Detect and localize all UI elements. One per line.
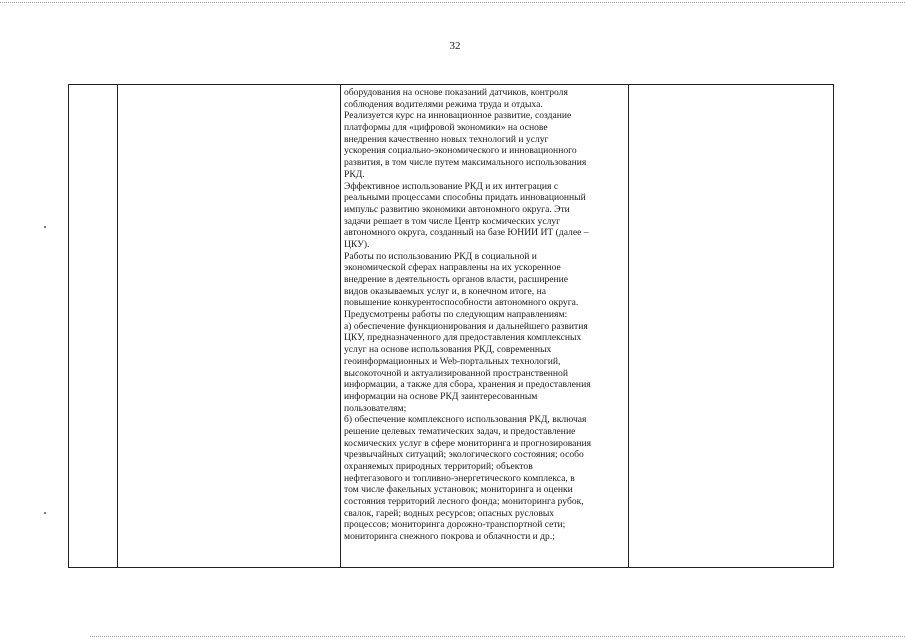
- text-line: высокоточной и актуализированной пространственной: [344, 367, 568, 379]
- text-line: внедрение в деятельность органов власти, расширение: [344, 274, 569, 285]
- text-line: видов оказываемых услуг и, в конечном итоге, на: [344, 285, 546, 297]
- text-line: автономного округа, созданный на базе ЮНИИ ИТ (далее –: [344, 227, 589, 239]
- table-cell-1: [69, 85, 118, 568]
- table-cell-2: [118, 85, 341, 568]
- text-line: нефтегазового и топливно-энергетического комплекса, в: [344, 472, 575, 484]
- table-row: [69, 85, 834, 568]
- text-line: оборудования на основе показаний датчиков, контроля: [344, 87, 568, 98]
- text-line: соблюдения водителями режима труда и отдыха.: [344, 98, 543, 110]
- text-line: информации на основе РКД заинтересованным: [344, 390, 538, 402]
- text-line: том числе факельных установок; мониторинга и оценки: [344, 484, 573, 496]
- text-line: реальными процессами способны придать инновационный: [344, 192, 586, 204]
- scan-edge-top: [0, 2, 905, 3]
- text-line: б) обеспечение комплексного использования РКД, включая: [344, 414, 587, 426]
- text-line: Предусмотрены работы по следующим направлениям:: [344, 309, 568, 321]
- table-cell-content: [341, 85, 629, 568]
- text-line: а) обеспечение функционирования и дальнейшего развития: [344, 320, 588, 332]
- text-line: процессов; мониторинга дорожно-транспортной сети;: [344, 519, 566, 531]
- text-line: внедрения качественно новых технологий и услуг: [344, 133, 549, 145]
- text-line: свалок, гарей; водных ресурсов; опасных русловых: [344, 507, 555, 519]
- text-line: информации, а также для сбора, хранения и предоставления: [344, 379, 591, 391]
- margin-mark: [44, 226, 46, 228]
- text-line: геоинформационных и Web-портальных технологий,: [344, 355, 561, 367]
- page-number: 32: [449, 40, 461, 52]
- text-line: услуг на основе использования РКД, современных: [344, 344, 552, 356]
- text-line: состояния территорий лесного фонда; мониторинга рубок,: [344, 496, 584, 508]
- text-line: ЦКУ, предназначенного для предоставления комплексных: [344, 332, 582, 344]
- text-line: охраняемых природных территорий; объектов: [344, 461, 533, 472]
- text-line: платформы для «цифровой экономики» на основе: [344, 122, 548, 134]
- text-line: импульс развитию экономики автономного округа. Эти: [344, 203, 570, 215]
- text-line: Реализуется курс на инновационное развитие, создание: [344, 110, 572, 122]
- text-line: ЦКУ).: [344, 238, 370, 250]
- text-line: Эффективное использование РКД и их интеграция с: [344, 180, 559, 192]
- text-line: ускорения социально-экономического и инновационного: [344, 145, 577, 157]
- text-line: мониторинга снежного покрова и облачности и др.;: [344, 531, 555, 543]
- document-table: [68, 84, 834, 568]
- cell-text: [341, 85, 628, 543]
- text-line: решение целевых тематических задач, и предоставление: [344, 425, 576, 437]
- text-line: РКД.: [344, 168, 365, 180]
- text-line: задачи решает в том числе Центр космических услуг: [344, 215, 561, 227]
- text-line: повышение конкурентоспособности автономного округа.: [344, 297, 579, 309]
- text-line: космических услуг в сфере мониторинга и прогнозирования: [344, 437, 592, 449]
- scan-edge-bottom: [90, 636, 905, 637]
- table-cell-4: [629, 85, 834, 568]
- text-line: экономической сферах направлены на их ускоренное: [344, 262, 561, 274]
- text-line: развития, в том числе путем максимального использования: [344, 157, 587, 169]
- text-line: чрезвычайных ситуаций; экологического состояния; особо: [344, 449, 584, 461]
- margin-mark: [44, 512, 46, 514]
- text-line: пользователям;: [344, 402, 407, 414]
- text-line: Работы по использованию РКД в социальной и: [344, 250, 537, 262]
